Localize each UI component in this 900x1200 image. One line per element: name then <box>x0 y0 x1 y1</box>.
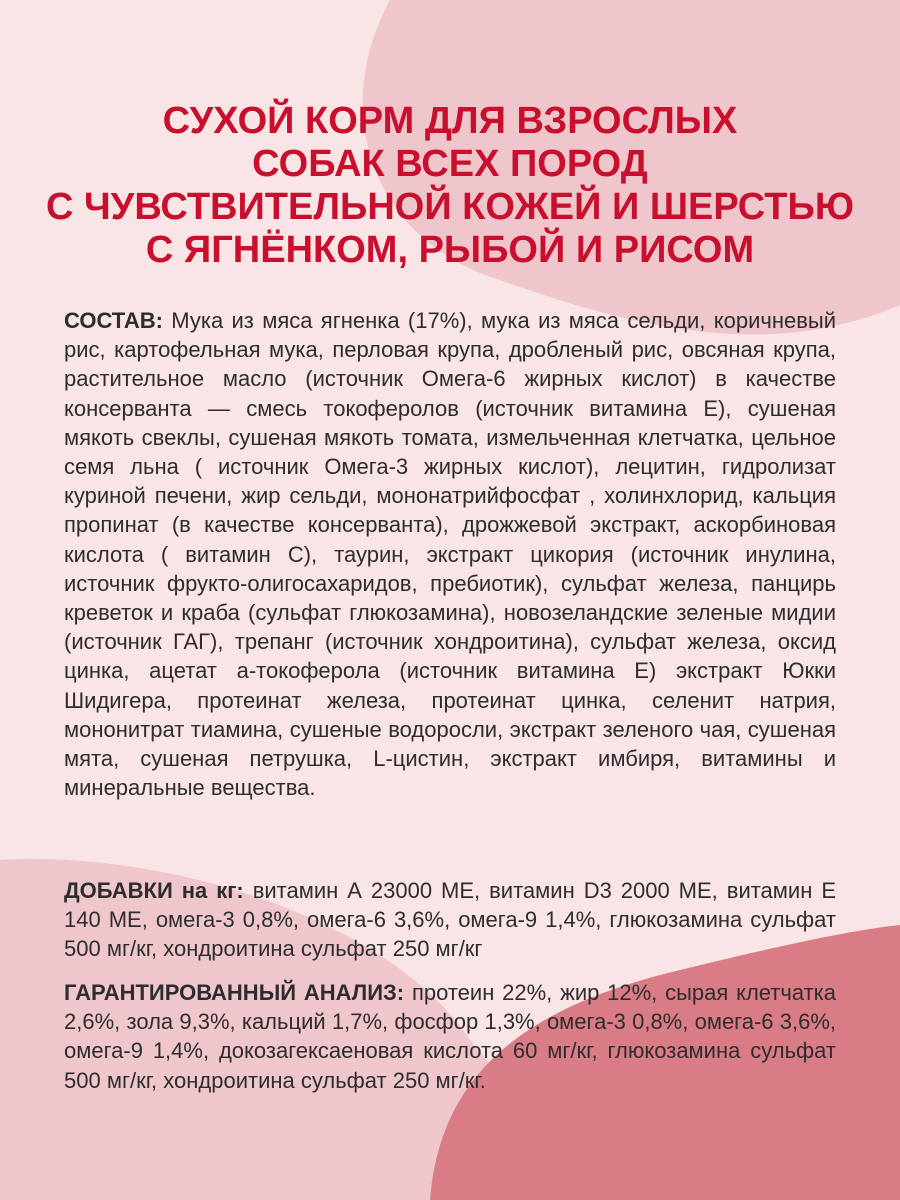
additives-section <box>64 876 836 964</box>
title-line-3: С ЧУВСТВИТЕЛЬНОЙ КОЖЕЙ И ШЕРСТЬЮ <box>45 186 855 228</box>
title-line-2: СОБАК ВСЕХ ПОРОД <box>252 143 648 185</box>
composition-section <box>64 306 836 802</box>
analysis-section <box>64 978 836 1095</box>
additives-text: витамин А 23000 МЕ, витамин D3 2000 МЕ, витамин Е 140 МЕ, омега-3 0,8%, омега-6 3,6%, омега-9 1,4%, глюкозамина сульфат 500 мг/кг, хондроитина сульфат 250 мг/кг <box>64 878 836 962</box>
additives-label: ДОБАВКИ на кг: <box>64 878 244 903</box>
composition-label: СОСТАВ: <box>64 308 163 333</box>
title-line-1: СУХОЙ КОРМ ДЛЯ ВЗРОСЛЫХ <box>162 100 738 142</box>
analysis-text: протеин 22%, жир 12%, сырая клетчатка 2,6%, зола 9,3%, кальций 1,7%, фосфор 1,3%, омега-3 0,8%, омега-6 3,6%, омега-9 1,4%, докозагексаеновая кислота 60 мг/кг, глюкозамина сульфат 500 мг/кг, хондроитина сульфат 250 мг/кг. <box>64 980 836 1093</box>
product-title <box>0 100 900 272</box>
analysis-label: ГАРАНТИРОВАННЫЙ АНАЛИЗ: <box>64 980 405 1005</box>
title-line-4: С ЯГНЁНКОМ, РЫБОЙ И РИСОМ <box>145 229 755 271</box>
composition-text: Мука из мяса ягненка (17%), мука из мяса сельди, коричневый рис, картофельная мука, перловая крупа, дробленый рис, овсяная крупа, растительное масло (источник Омега-6 жирных кислот) в качестве консерванта — смесь токоферолов (источник витамина Е), сушеная мякоть свеклы, сушеная мякоть томата, измельченная клетчатка, цельное семя льна ( источник Омега-3 жирных кислот), лецитин, гидролизат куриной печени, жир сельди, мононатрийфосфат , холинхлорид, кальция пропинат (в качестве консерванта), дрожжевой экстракт, аскорбиновая кислота ( витамин С), таурин, экстракт цикория (источник инулина, источник фрукто-олигосахаридов, пребиотик), сульфат железа, панцирь креветок и краба (сульфат глюкозамина), новозеландские зеленые мидии (источник ГАГ), трепанг (источник хондроитина), сульфат железа, оксид цинка, ацетат а-токоферола (источник витамина Е) экстракт Юкки Шидигера, протеинат железа, протеинат цинка, селенит натрия, мононитрат тиамина, сушеные водоросли, экстракт зеленого чая, сушеная мята, сушеная петрушка, L-цистин, экстракт имбиря, витамины и минеральные вещества. <box>64 308 836 801</box>
